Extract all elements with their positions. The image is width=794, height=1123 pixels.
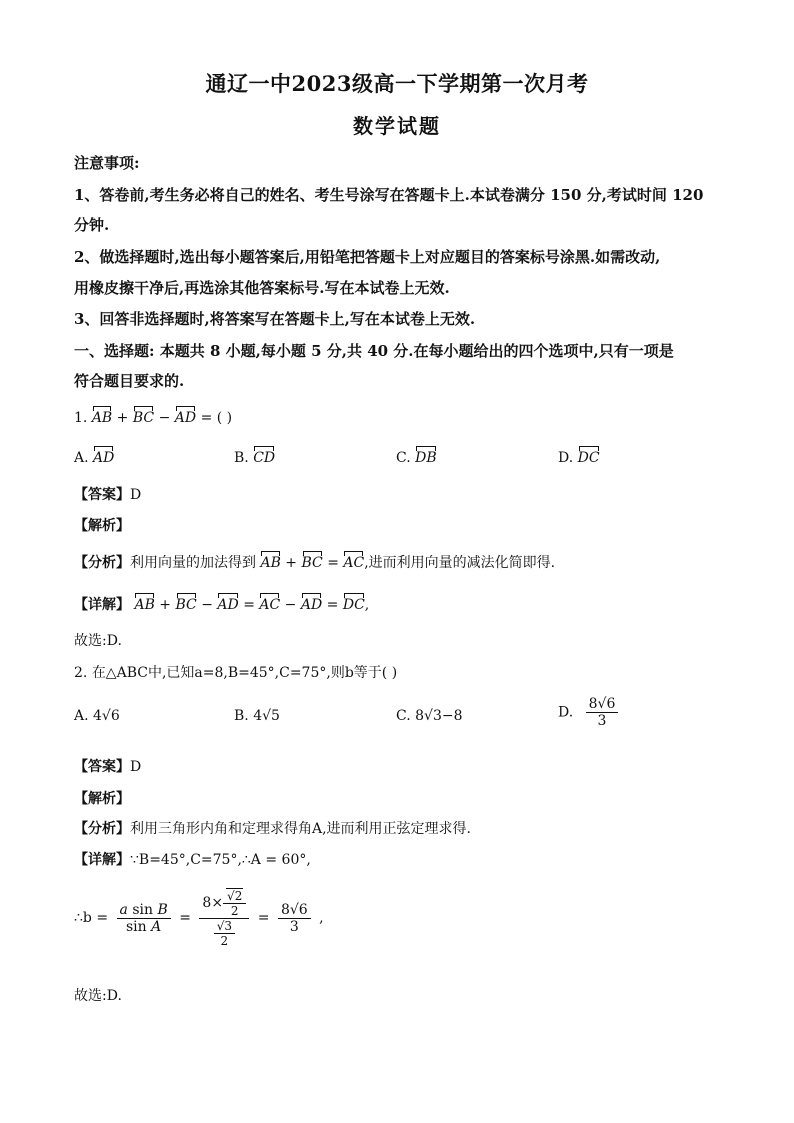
q1-conclusion: 故选:D. (74, 633, 122, 649)
q2-option-d: D. $\frac{8√6}{3}$ (558, 696, 618, 729)
q1-analysis-tag: 【解析】 (74, 518, 130, 534)
q2-option-a: A. 4√6 (74, 708, 120, 724)
question-1: 1. AB + BC − AD = ( ) (74, 410, 233, 426)
q2-analysis-tag: 【解析】 (74, 791, 130, 807)
exam-subtitle: 数学试题 (353, 114, 441, 138)
note-line-5: 3、回答非选择题时,将答案写在答题卡上,写在本试卷上无效. (74, 310, 476, 328)
q1-option-a: A. AD (74, 450, 115, 466)
question-2: 2. 在△ABC中,已知a=8,B=45°,C=75°,则b等于( ) (74, 665, 398, 681)
exam-title: 通辽一中2023级高一下学期第一次月考 (205, 71, 589, 96)
note-line-1: 1、答卷前,考生务必将自己的姓名、考生号涂写在答题卡上.本试卷满分 150 分,考试时间 120 (74, 186, 704, 204)
q2-option-c: C. 8√3−8 (396, 708, 463, 724)
q2-detail: 【详解】∵B=45°,C=75°,∴A = 60°, (74, 852, 311, 868)
q2-formula: ∴b = $\frac{\text{a sin B}}{\text{sin A}}$ = 8× $\frac{√2}{2}$ $\frac{√3}{2}$ = $\frac{8√6}{3}$ , (74, 889, 324, 948)
q1-option-c: C. DB (396, 450, 437, 466)
q1-option-d: D. DC (558, 450, 600, 466)
q2-answer: 【答案】D (74, 759, 142, 775)
q1-answer: 【答案】D (74, 487, 142, 503)
vector-ad: AD (174, 410, 197, 426)
note-line-3: 2、做选择题时,选出每小题答案后,用铅笔把答题卡上对应题目的答案标号涂黑.如需改动, (74, 248, 661, 266)
q2-conclusion: 故选:D. (74, 988, 122, 1004)
section-heading-2: 符合题目要求的. (74, 372, 185, 390)
q1-detail: 【详解】 AB + BC − AD = AC − AD = DC, (74, 597, 370, 613)
note-line-4: 用橡皮擦干净后,再选涂其他答案标号.写在本试卷上无效. (74, 279, 450, 297)
notes-heading: 注意事项: (74, 154, 140, 172)
q1-fenxi: 【分析】利用向量的加法得到 AB + BC = AC,进而利用向量的减法化简即得. (74, 555, 556, 571)
q2-option-b: B. 4√5 (234, 708, 280, 724)
q2-fenxi: 【分析】利用三角形内角和定理求得角A,进而利用正弦定理求得. (74, 821, 472, 837)
question-number: 1. (74, 410, 88, 426)
section-heading-1: 一、选择题: 本题共 8 小题,每小题 5 分,共 40 分.在每小题给出的四个选项中,只有一项是 (74, 342, 674, 360)
vector-bc: BC (132, 410, 155, 426)
vector-ab: AB (91, 410, 113, 426)
q1-option-b: B. CD (234, 450, 276, 466)
note-line-2: 分钟. (74, 216, 110, 234)
